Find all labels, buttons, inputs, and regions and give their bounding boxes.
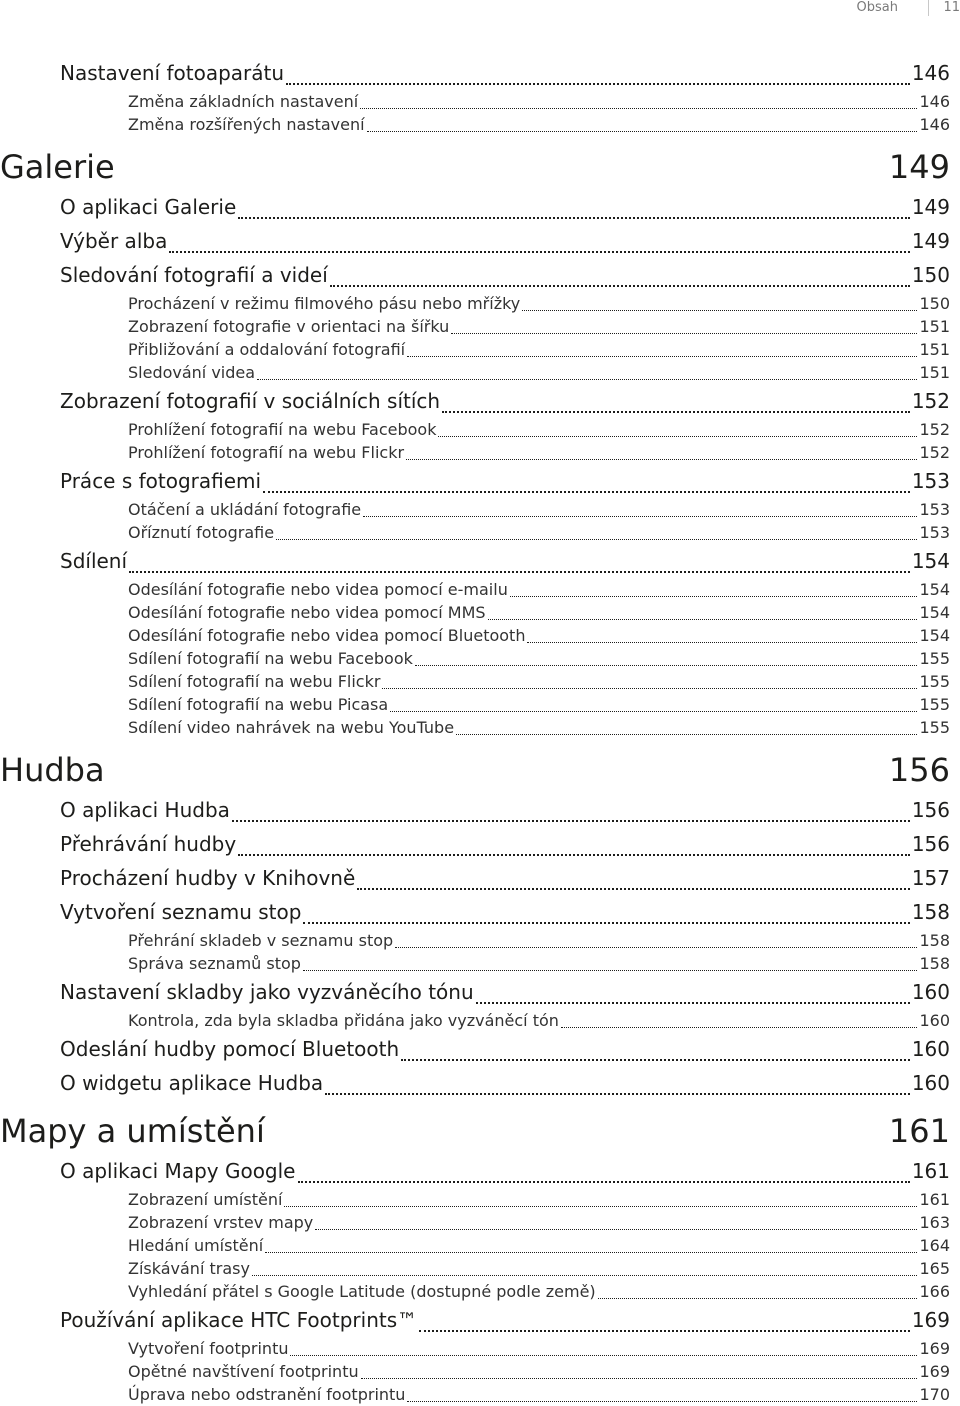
toc-section[interactable] (0, 190, 950, 224)
dot-leader (367, 131, 918, 132)
toc-subsection[interactable] (0, 929, 950, 952)
toc-subsection[interactable] (0, 1234, 950, 1257)
toc-entry-title: Prohlížení fotografií na webu Flickr (128, 443, 405, 462)
toc-entry-title: Galerie (0, 148, 115, 186)
toc-entry-title: Procházení hudby v Knihovně (60, 866, 356, 890)
toc-entry-title: Správa seznamů stop (128, 954, 301, 973)
toc-entry-page: 160 (911, 1071, 950, 1095)
toc-subsection[interactable] (0, 292, 950, 315)
dot-leader (284, 1206, 917, 1207)
toc-entry-page: 150 (919, 294, 950, 313)
toc-entry-title: Zobrazení fotografie v orientaci na šířku (128, 317, 450, 336)
toc-entry-title: Přehrávání hudby (60, 832, 237, 856)
toc-entry-page: 149 (888, 148, 950, 186)
dot-leader (382, 688, 917, 689)
dot-leader (390, 711, 917, 712)
toc-entry-title: O widgetu aplikace Hudba (60, 1071, 324, 1095)
toc-entry-title: Hledání umístění (128, 1236, 264, 1255)
toc-entry-title: Zobrazení fotografií v sociálních sítích (60, 389, 441, 413)
dot-leader (401, 1059, 910, 1061)
toc-entry-title: Odesílání fotografie nebo videa pomocí MMS (128, 603, 486, 622)
toc-subsection[interactable] (0, 578, 950, 601)
dot-leader (303, 970, 918, 971)
toc-entry-page: 150 (911, 263, 950, 287)
toc-subsection[interactable] (0, 1211, 950, 1234)
toc-subsection[interactable] (0, 113, 950, 136)
toc-chapter[interactable] (0, 1108, 950, 1154)
toc-entry-title: Sdílení fotografií na webu Flickr (128, 672, 381, 691)
toc-section[interactable] (0, 544, 950, 578)
toc-entry-title: Odesílání fotografie nebo videa pomocí Bluetooth (128, 626, 526, 645)
toc-entry-title: Vytvoření seznamu stop (60, 900, 302, 924)
dot-leader (561, 1027, 918, 1028)
toc-entry-page: 154 (919, 603, 950, 622)
toc-entry-title: Sdílení video nahrávek na webu YouTube (128, 718, 455, 737)
toc-entry-title: Vyhledání přátel s Google Latitude (dostupné podle země) (128, 1282, 596, 1301)
dot-leader (315, 1229, 917, 1230)
chapter-spacer (0, 1100, 950, 1108)
dot-leader (522, 310, 917, 311)
toc-entry-title: Sledování fotografií a videí (60, 263, 328, 287)
dot-leader (488, 619, 918, 620)
toc-section[interactable] (0, 793, 950, 827)
toc-entry-page: 169 (919, 1362, 950, 1381)
toc-entry-page: 146 (919, 115, 950, 134)
dot-leader (298, 1181, 910, 1183)
toc-subsection[interactable] (0, 1188, 950, 1211)
toc-section[interactable] (0, 1066, 950, 1100)
toc-entry-title: Odesílání fotografie nebo videa pomocí e-mailu (128, 580, 508, 599)
toc-subsection[interactable] (0, 693, 950, 716)
toc-entry-page: 146 (919, 92, 950, 111)
toc-subsection[interactable] (0, 361, 950, 384)
toc-chapter[interactable] (0, 747, 950, 793)
toc-subsection[interactable] (0, 1009, 950, 1032)
toc-entry-page: 158 (919, 931, 950, 950)
toc-entry-title: Úprava nebo odstranění footprintu (128, 1385, 406, 1404)
toc-subsection[interactable] (0, 1280, 950, 1303)
toc-entry-page: 155 (919, 718, 950, 737)
toc-section[interactable] (0, 827, 950, 861)
dot-leader (169, 251, 909, 253)
toc-subsection[interactable] (0, 1257, 950, 1280)
toc-entry-page: 166 (919, 1282, 950, 1301)
toc-entry-page: 161 (888, 1112, 950, 1150)
dot-leader (361, 1378, 918, 1379)
toc-entry-title: Sdílení (60, 549, 128, 573)
toc-entry-page: 161 (911, 1159, 950, 1183)
toc-subsection[interactable] (0, 952, 950, 975)
toc-entry-title: Získávání trasy (128, 1259, 250, 1278)
toc-entry-page: 146 (911, 61, 950, 85)
dot-leader (510, 596, 918, 597)
toc-subsection[interactable] (0, 521, 950, 544)
dot-leader (360, 108, 917, 109)
toc-entry-page: 153 (919, 500, 950, 519)
toc-section[interactable] (0, 975, 950, 1009)
toc-entry-title: Přehrání skladeb v seznamu stop (128, 931, 394, 950)
toc-entry-page: 160 (919, 1011, 950, 1030)
toc-entry-title: Změna základních nastavení (128, 92, 359, 111)
toc-section[interactable] (0, 1154, 950, 1188)
toc-subsection[interactable] (0, 647, 950, 670)
toc-entry-page: 154 (911, 549, 950, 573)
toc-subsection[interactable] (0, 338, 950, 361)
toc-entry-page: 158 (919, 954, 950, 973)
dot-leader (325, 1093, 910, 1095)
toc-subsection[interactable] (0, 441, 950, 464)
toc-entry-title: Prohlížení fotografií na webu Facebook (128, 420, 437, 439)
toc-entry-page: 158 (911, 900, 950, 924)
toc-entry-title: Sledování videa (128, 363, 256, 382)
toc-section[interactable] (0, 56, 950, 90)
dot-leader (286, 83, 910, 85)
toc-chapter[interactable] (0, 144, 950, 190)
toc-entry-page: 154 (919, 626, 950, 645)
toc-entry-page: 156 (911, 798, 950, 822)
toc-entry-title: Opětné navštívení footprintu (128, 1362, 359, 1381)
toc-entry-page: 155 (919, 649, 950, 668)
dot-leader (395, 947, 917, 948)
toc-entry-title: O aplikaci Mapy Google (60, 1159, 296, 1183)
toc-entry-page: 163 (919, 1213, 950, 1232)
toc-entry-title: Práce s fotografiemi (60, 469, 262, 493)
dot-leader (527, 642, 917, 643)
toc-entry-page: 151 (919, 340, 950, 359)
toc-subsection[interactable] (0, 670, 950, 693)
toc-entry-page: 153 (911, 469, 950, 493)
toc-subsection[interactable] (0, 90, 950, 113)
toc-subsection[interactable] (0, 315, 950, 338)
toc-entry-page: 170 (919, 1385, 950, 1404)
toc-entry-page: 152 (919, 443, 950, 462)
toc-subsection[interactable] (0, 716, 950, 739)
dot-leader (290, 1355, 917, 1356)
dot-leader (456, 734, 917, 735)
toc-entry-page: 161 (919, 1190, 950, 1209)
toc-entry-page: 149 (911, 195, 950, 219)
toc-section[interactable] (0, 1303, 950, 1337)
toc-entry-page: 165 (919, 1259, 950, 1278)
toc-entry-title: Změna rozšířených nastavení (128, 115, 365, 134)
toc-entry-page: 156 (888, 751, 950, 789)
toc-entry-title: Zobrazení umístění (128, 1190, 283, 1209)
toc-entry-title: Oříznutí fotografie (128, 523, 275, 542)
toc-entry-page: 152 (911, 389, 950, 413)
toc-entry-page: 152 (919, 420, 950, 439)
table-of-contents (0, 56, 950, 1406)
toc-entry-title: Nastavení skladby jako vyzváněcího tónu (60, 980, 474, 1004)
dot-leader (419, 1330, 910, 1332)
toc-entry-page: 153 (919, 523, 950, 542)
header-divider (928, 0, 929, 16)
dot-leader (363, 516, 917, 517)
toc-entry-title: Přibližování a oddalování fotografií (128, 340, 406, 359)
toc-subsection[interactable] (0, 1337, 950, 1360)
toc-entry-title: Otáčení a ukládání fotografie (128, 500, 362, 519)
toc-entry-page: 155 (919, 672, 950, 691)
dot-leader (232, 820, 910, 822)
toc-subsection[interactable] (0, 418, 950, 441)
chapter-spacer (0, 739, 950, 747)
dot-leader (357, 888, 910, 890)
toc-entry-title: Zobrazení vrstev mapy (128, 1213, 314, 1232)
toc-subsection[interactable] (0, 601, 950, 624)
dot-leader (252, 1275, 918, 1276)
toc-entry-title: Výběr alba (60, 229, 168, 253)
toc-entry-title: Sdílení fotografií na webu Facebook (128, 649, 413, 668)
section-name: Obsah (856, 0, 898, 15)
toc-entry-page: 160 (911, 1037, 950, 1061)
dot-leader (476, 1002, 910, 1004)
toc-entry-page: 164 (919, 1236, 950, 1255)
dot-leader (442, 411, 910, 413)
dot-leader (263, 491, 910, 493)
dot-leader (129, 571, 910, 573)
toc-section[interactable] (0, 861, 950, 895)
toc-entry-title: Používání aplikace HTC Footprints™ (60, 1308, 418, 1332)
dot-leader (265, 1252, 917, 1253)
toc-subsection[interactable] (0, 1383, 950, 1406)
dot-leader (407, 356, 917, 357)
toc-subsection[interactable] (0, 624, 950, 647)
toc-entry-title: Procházení v režimu filmového pásu nebo mřížky (128, 294, 521, 313)
toc-entry-page: 154 (919, 580, 950, 599)
toc-entry-title: O aplikaci Galerie (60, 195, 237, 219)
dot-leader (438, 436, 917, 437)
dot-leader (238, 217, 910, 219)
toc-section[interactable] (0, 258, 950, 292)
toc-section[interactable] (0, 464, 950, 498)
page-number: 11 (943, 0, 960, 15)
page-header (0, 0, 960, 16)
dot-leader (407, 1401, 917, 1402)
toc-section[interactable] (0, 384, 950, 418)
toc-entry-title: Kontrola, zda byla skladba přidána jako vyzváněcí tón (128, 1011, 559, 1030)
toc-entry-title: O aplikaci Hudba (60, 798, 230, 822)
toc-entry-page: 169 (911, 1308, 950, 1332)
toc-section[interactable] (0, 895, 950, 929)
dot-leader (598, 1298, 918, 1299)
toc-section[interactable] (0, 1032, 950, 1066)
toc-entry-title: Sdílení fotografií na webu Picasa (128, 695, 389, 714)
dot-leader (330, 285, 910, 287)
toc-entry-page: 157 (911, 866, 950, 890)
toc-subsection[interactable] (0, 498, 950, 521)
toc-entry-title: Odeslání hudby pomocí Bluetooth (60, 1037, 400, 1061)
dot-leader (276, 539, 917, 540)
toc-entry-title: Hudba (0, 751, 105, 789)
toc-entry-title: Mapy a umístění (0, 1112, 265, 1150)
dot-leader (406, 459, 917, 460)
dot-leader (257, 379, 917, 380)
toc-entry-page: 151 (919, 317, 950, 336)
dot-leader (303, 922, 909, 924)
toc-entry-page: 156 (911, 832, 950, 856)
dot-leader (415, 665, 918, 666)
toc-entry-title: Vytvoření footprintu (128, 1339, 289, 1358)
toc-entry-title: Nastavení fotoaparátu (60, 61, 285, 85)
toc-entry-page: 155 (919, 695, 950, 714)
toc-entry-page: 151 (919, 363, 950, 382)
dot-leader (238, 854, 910, 856)
toc-entry-page: 169 (919, 1339, 950, 1358)
toc-entry-page: 160 (911, 980, 950, 1004)
toc-section[interactable] (0, 224, 950, 258)
toc-entry-page: 149 (911, 229, 950, 253)
chapter-spacer (0, 136, 950, 144)
dot-leader (451, 333, 917, 334)
